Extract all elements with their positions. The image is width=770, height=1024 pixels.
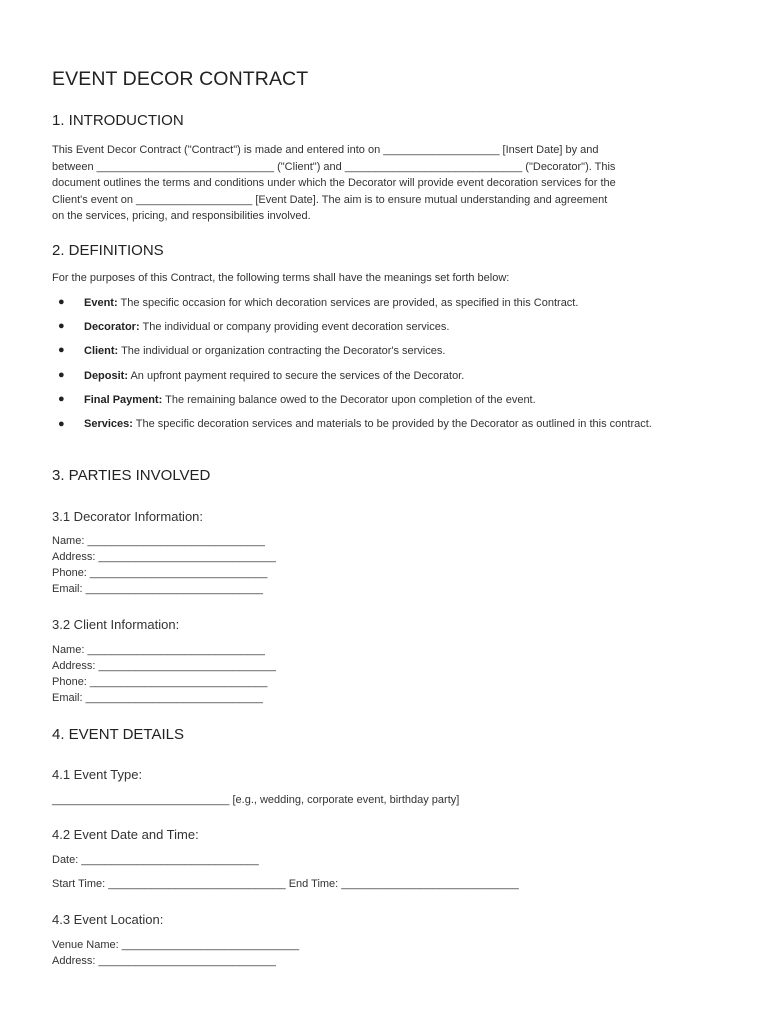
client-phone-line: Phone: _____________________________ [52, 676, 268, 688]
bullet-icon: ● [58, 418, 65, 430]
section-heading-event-details: 4. EVENT DETAILS [52, 726, 184, 743]
decorator-phone-line: Phone: _____________________________ [52, 567, 268, 579]
definition-term: Deposit: [84, 370, 128, 382]
bullet-icon: ● [58, 393, 65, 405]
paragraph-line: This Event Decor Contract ("Contract") is made and entered into on ___________________ [Insert Date] by and [52, 144, 599, 156]
paragraph-line: Client's event on ___________________ [Event Date]. The aim is to ensure mutual understanding and agreement [52, 193, 608, 206]
bullet-icon: ● [58, 296, 65, 308]
event-type-line: _____________________________ [e.g., wedding, corporate event, birthday party] [52, 794, 460, 806]
paragraph-line: between _____________________________ ("Client") and _____________________________ ("Decorator"). This [52, 160, 616, 173]
decorator-email-line: Email: _____________________________ [52, 583, 264, 595]
definition-term: Services: [84, 418, 133, 430]
subheading-event-date-time: 4.2 Event Date and Time: [52, 827, 199, 842]
definition-item [84, 319, 704, 335]
decorator-name-line: Name: _____________________________ [52, 535, 265, 547]
client-email-line: Email: _____________________________ [52, 692, 264, 704]
venue-name-line: Venue Name: _____________________________ [52, 939, 300, 951]
event-time-line: Start Time: _____________________________ End Time: _____________________________ [52, 878, 519, 890]
definition-item [84, 368, 704, 384]
definition-text: The individual or company providing event decoration services. [139, 321, 450, 333]
client-address-line: Address: _____________________________ [52, 660, 276, 672]
definition-text: The specific occasion for which decoration services are provided, as specified in this Contract. [117, 297, 579, 309]
decorator-address-line: Address: _____________________________ [52, 551, 276, 563]
definition-term: Decorator: [84, 321, 140, 333]
definition-item [84, 343, 704, 359]
subheading-event-location: 4.3 Event Location: [52, 912, 164, 927]
definition-item [84, 416, 704, 432]
subheading-client-information: 3.2 Client Information: [52, 617, 180, 632]
client-name-line: Name: _____________________________ [52, 644, 265, 656]
definition-term: Final Payment: [84, 394, 163, 406]
paragraph-line: document outlines the terms and conditions under which the Decorator will provide event decoration services for the [52, 177, 616, 189]
definition-term: Client: [84, 345, 119, 357]
definitions-lead: For the purposes of this Contract, the following terms shall have the meanings set forth below: [52, 272, 510, 284]
paragraph-line: on the services, pricing, and responsibilities involved. [52, 210, 311, 222]
introduction-paragraph [52, 142, 720, 225]
event-date-line: Date: _____________________________ [52, 854, 259, 866]
definition-item [84, 392, 704, 408]
definition-text: The specific decoration services and materials to be provided by the Decorator as outlined in this contract. [132, 418, 652, 430]
definition-text: The individual or organization contracting the Decorator's services. [118, 345, 446, 357]
definition-text: An upfront payment required to secure the services of the Decorator. [128, 370, 465, 382]
subheading-decorator-information: 3.1 Decorator Information: [52, 509, 204, 524]
bullet-icon: ● [58, 320, 65, 332]
subheading-event-type: 4.1 Event Type: [52, 767, 143, 782]
document-title: EVENT DECOR CONTRACT [52, 68, 309, 90]
bullet-icon: ● [58, 369, 65, 381]
venue-address-line: Address: _____________________________ [52, 955, 276, 967]
definition-term: Event: [84, 297, 118, 309]
section-heading-parties: 3. PARTIES INVOLVED [52, 467, 211, 484]
section-heading-definitions: 2. DEFINITIONS [52, 242, 164, 259]
bullet-icon: ● [58, 344, 65, 356]
section-heading-introduction: 1. INTRODUCTION [52, 112, 184, 129]
definition-text: The remaining balance owed to the Decorator upon completion of the event. [162, 394, 536, 406]
definition-item [84, 295, 704, 311]
